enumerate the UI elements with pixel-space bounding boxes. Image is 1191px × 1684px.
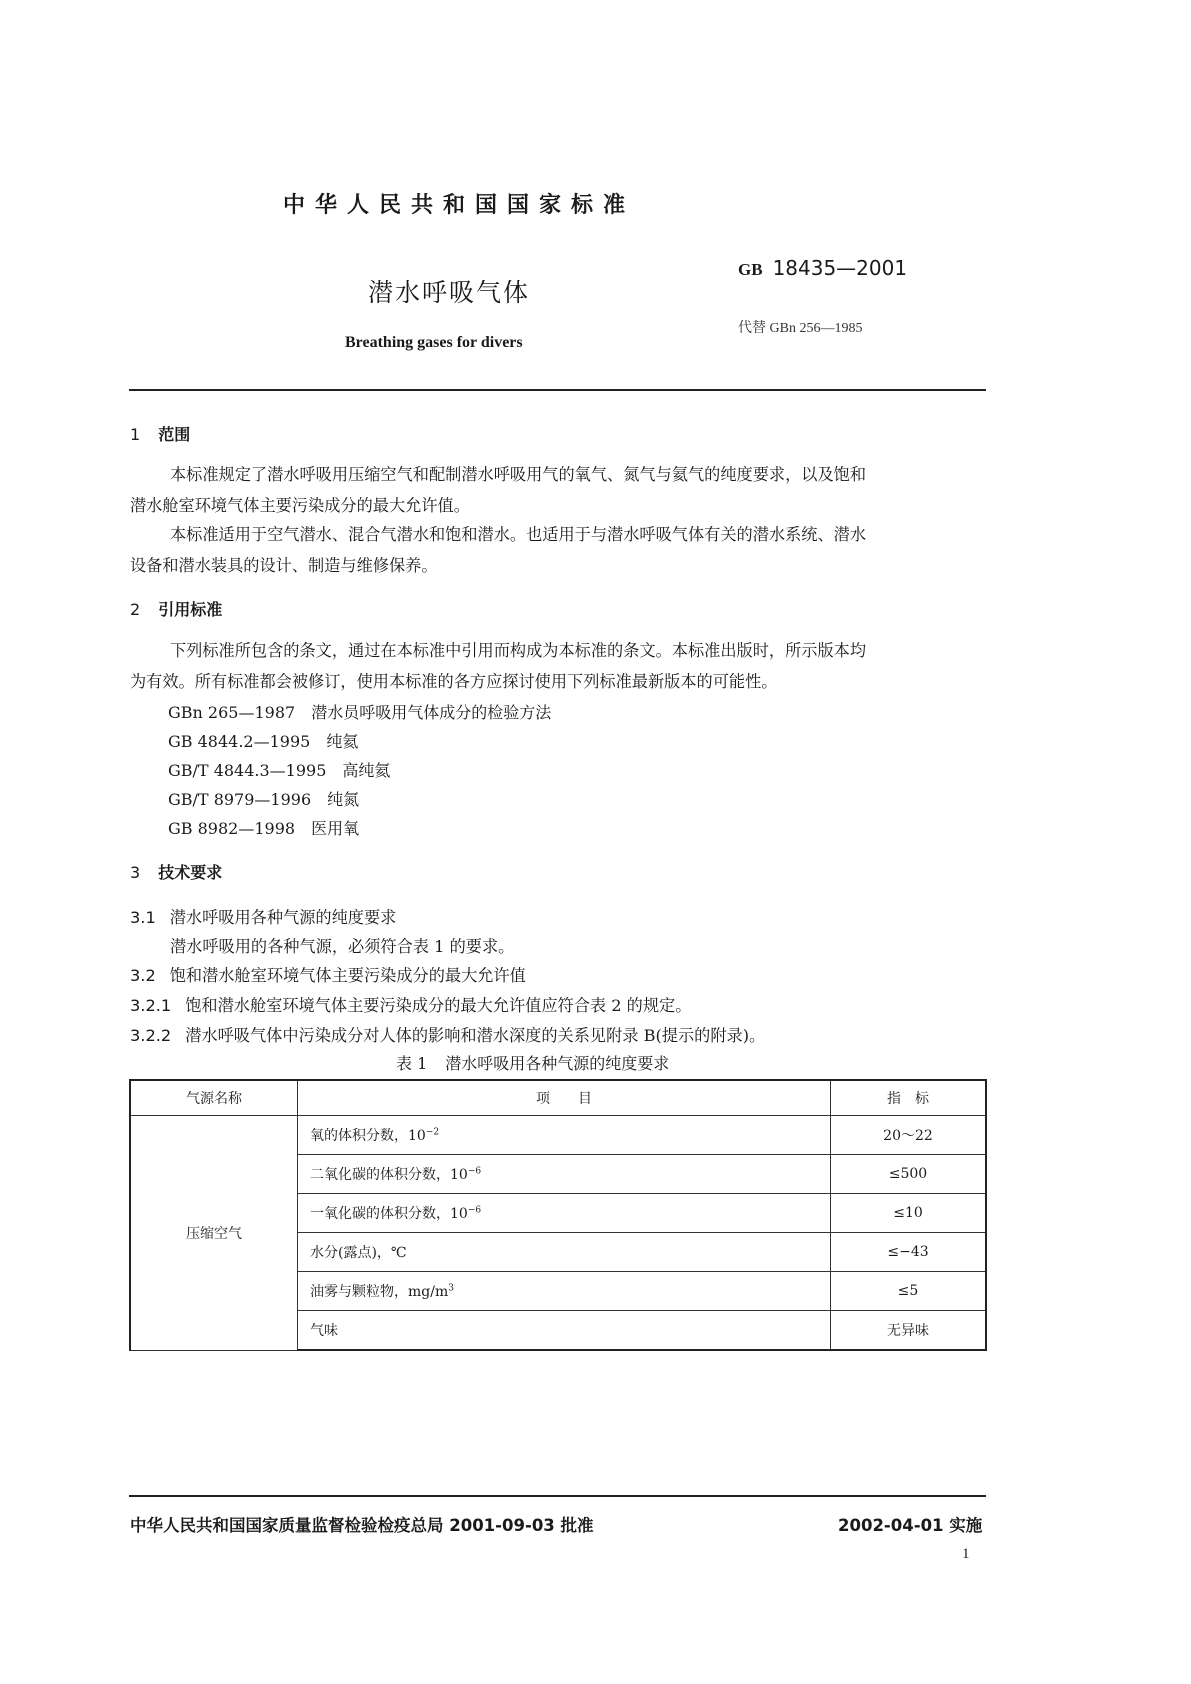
- text-line: 下列标准所包含的条文，通过在本标准中引用而构成为本标准的条文。本标准出版时，所示版本均: [170, 641, 867, 660]
- header-gas-source: 气源名称: [130, 1080, 298, 1116]
- table-number: 表 1: [396, 1054, 428, 1073]
- document-title-en: Breathing gases for divers: [345, 334, 523, 351]
- header-indicator: 指 标: [831, 1080, 987, 1116]
- text-line: 本标准适用于空气潜水、混合气潜水和饱和潜水。也适用于与潜水呼吸气体有关的潜水系统、潜水: [170, 525, 867, 544]
- reference-code: GBn 265—1987: [168, 703, 296, 722]
- item-text: 气味: [310, 1323, 338, 1339]
- reference-item: [168, 729, 358, 752]
- table-row: [130, 1116, 986, 1155]
- page-number: 1: [962, 1546, 970, 1562]
- header-item: 项 目: [298, 1080, 831, 1116]
- item-superscript: −2: [425, 1127, 440, 1138]
- table-1: [129, 1079, 987, 1351]
- item-text: 氧的体积分数，10: [310, 1128, 426, 1144]
- section-title: 引用标准: [158, 600, 223, 619]
- table-1-caption: [396, 1051, 669, 1074]
- national-standard-heading: 中华人民共和国国家标准: [283, 193, 636, 218]
- reference-item: [168, 758, 390, 781]
- item-cell: [298, 1311, 831, 1351]
- text-line: 潜水舱室环境气体主要污染成分的最大允许值。: [130, 496, 470, 515]
- subsection-title: 饱和潜水舱室环境气体主要污染成分的最大允许值: [169, 966, 526, 985]
- item-text: 二氧化碳的体积分数，10: [310, 1167, 468, 1183]
- section-title: 技术要求: [158, 863, 223, 882]
- reference-title: 潜水员呼吸用气体成分的检验方法: [311, 703, 552, 722]
- item-superscript: −6: [467, 1205, 482, 1216]
- subsection-3-1-text: 潜水呼吸用的各种气源，必须符合表 1 的要求。: [170, 937, 515, 956]
- item-cell: [298, 1155, 831, 1194]
- section-number: 1: [130, 425, 141, 444]
- standard-number: 18435—2001: [772, 256, 908, 280]
- subsection-number: 3.1: [130, 908, 156, 927]
- subsection-text: 饱和潜水舱室环境气体主要污染成分的最大允许值应符合表 2 的规定。: [185, 996, 692, 1015]
- implementation-date: 2002-04-01 实施: [838, 1516, 983, 1535]
- text-line: 设备和潜水装具的设计、制造与维修保养。: [130, 556, 438, 575]
- reference-code: GB 8982—1998: [168, 819, 296, 838]
- table-header-row: [130, 1080, 986, 1116]
- footer-divider: [129, 1495, 986, 1497]
- value-cell: ≤500: [831, 1155, 987, 1194]
- subsection-3-2-2: [130, 1022, 765, 1046]
- text-line: 本标准规定了潜水呼吸用压缩空气和配制潜水呼吸用气的氧气、氮气与氦气的纯度要求，以及饱和: [170, 465, 867, 484]
- subsection-text: 潜水呼吸气体中污染成分对人体的影响和潜水深度的关系见附录 B(提示的附录)。: [185, 1026, 766, 1045]
- item-text: 水分(露点)，℃: [310, 1245, 407, 1261]
- item-superscript: 3: [448, 1283, 454, 1294]
- table-title: 潜水呼吸用各种气源的纯度要求: [445, 1054, 670, 1073]
- subsection-3-2-1: [130, 992, 691, 1016]
- item-text: 油雾与颗粒物，mg/m: [310, 1284, 449, 1300]
- reference-item: [168, 787, 359, 810]
- item-superscript: −6: [467, 1166, 482, 1177]
- standard-code: [738, 256, 907, 280]
- value-cell: ≤10: [831, 1194, 987, 1233]
- document-title-cn: 潜水呼吸气体: [368, 278, 531, 307]
- gas-source-cell: 压缩空气: [130, 1116, 298, 1351]
- subsection-3-2-heading: [130, 962, 526, 986]
- item-cell: [298, 1116, 831, 1155]
- reference-code: GB/T 4844.3—1995: [168, 761, 327, 780]
- subsection-number: 3.2: [130, 966, 156, 985]
- subsection-title: 潜水呼吸用各种气源的纯度要求: [169, 908, 397, 927]
- reference-item: [168, 700, 551, 723]
- subsection-number: 3.2.1: [130, 996, 172, 1015]
- standard-prefix: GB: [738, 260, 763, 279]
- section-title: 范围: [158, 425, 191, 444]
- reference-item: [168, 816, 359, 839]
- value-cell: 无异味: [831, 1311, 987, 1351]
- value-cell: ≤−43: [831, 1233, 987, 1272]
- section-2-paragraph: [130, 635, 988, 697]
- section-2-heading: [130, 597, 222, 620]
- subsection-3-1-heading: [130, 904, 396, 928]
- item-cell: [298, 1272, 831, 1311]
- section-1-paragraph-2: [130, 519, 988, 581]
- reference-title: 医用氧: [311, 819, 360, 838]
- section-1-heading: [130, 422, 190, 445]
- section-number: 2: [130, 600, 141, 619]
- value-cell: 20～22: [831, 1116, 987, 1155]
- reference-title: 高纯氦: [342, 761, 391, 780]
- section-1-paragraph-1: [130, 459, 988, 521]
- reference-title: 纯氦: [326, 732, 359, 751]
- text-line: 为有效。所有标准都会被修订，使用本标准的各方应探讨使用下列标准最新版本的可能性。: [130, 672, 778, 691]
- item-cell: [298, 1194, 831, 1233]
- section-number: 3: [130, 863, 141, 882]
- value-cell: ≤5: [831, 1272, 987, 1311]
- reference-code: GB 4844.2—1995: [168, 732, 311, 751]
- approval-statement: 中华人民共和国国家质量监督检验检疫总局 2001-09-03 批准: [130, 1516, 594, 1535]
- header-divider: [129, 389, 986, 391]
- subsection-number: 3.2.2: [130, 1026, 172, 1045]
- reference-code: GB/T 8979—1996: [168, 790, 312, 809]
- replaces-standard: 代替 GBn 256—1985: [738, 321, 863, 336]
- item-cell: [298, 1233, 831, 1272]
- section-3-heading: [130, 860, 222, 883]
- item-text: 一氧化碳的体积分数，10: [310, 1206, 468, 1222]
- reference-title: 纯氮: [327, 790, 360, 809]
